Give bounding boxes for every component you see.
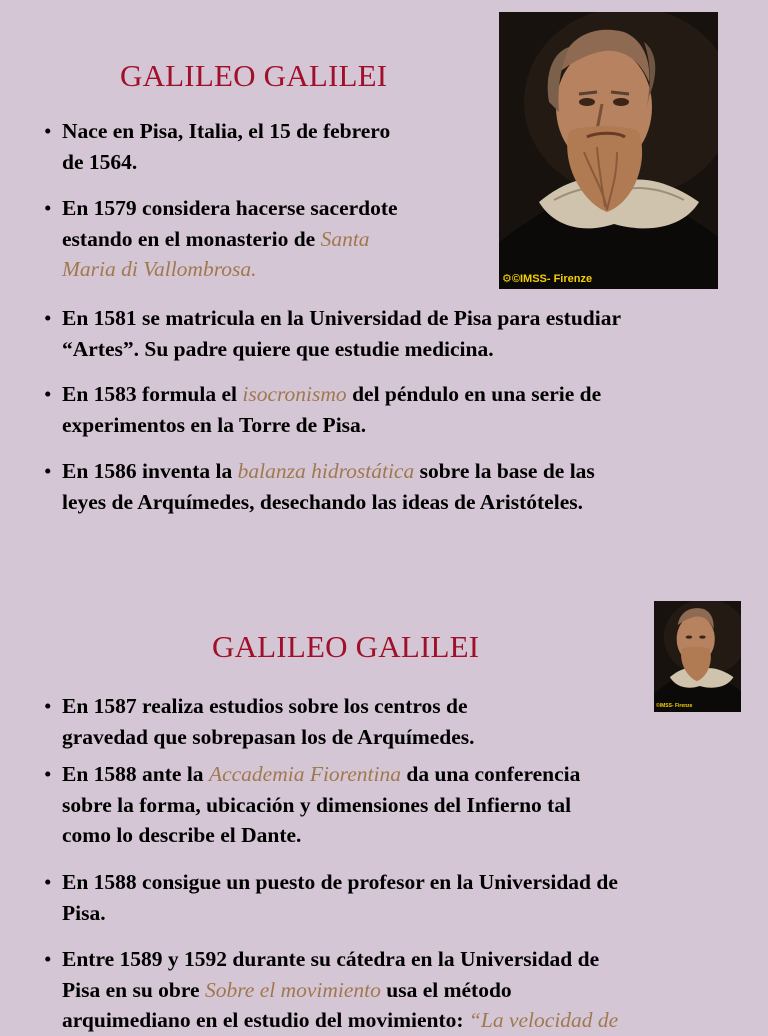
bullet-birth: • Nace en Pisa, Italia, el 15 de febrero de 1564. [44, 116, 390, 177]
galileo-portrait [499, 12, 718, 289]
slide-title: GALILEO GALILEI [212, 629, 480, 664]
bullet-1586: • En 1586 inventa la balanza hidrostática sobre la base de las leyes de Arquímedes, desechando las ideas de Aristóteles. [44, 456, 595, 517]
portrait-image [654, 601, 741, 712]
bullet-1581: • En 1581 se matricula en la Universidad de Pisa para estudiar “Artes”. Su padre quiere que estudie medicina. [44, 303, 621, 364]
bullet-1588-accademia: • En 1588 ante la Accademia Fiorentina da una conferencia sobre la forma, ubicación y dimensiones del Infierno tal como lo describe el Dante. [44, 759, 580, 851]
highlight-monastery: Santa [320, 226, 370, 251]
bullet-1579: • En 1579 considera hacerse sacerdote estando en el monasterio de Santa Maria di Vallombrosa. [44, 193, 398, 285]
highlight-movimiento: Sobre el movimiento [204, 977, 381, 1002]
slide-title: GALILEO GALILEI [120, 58, 388, 93]
highlight-velocidad: “La velocidad de [468, 1008, 619, 1032]
highlight-monastery-cont: Maria di Vallombrosa. [62, 257, 257, 281]
bullet-1588-profesor: • En 1588 consigue un puesto de profesor en la Universidad de Pisa. [44, 867, 618, 928]
highlight-isocronismo: isocronismo [242, 382, 347, 406]
portrait-credit: ⚙©IMSS- Firenze [502, 273, 593, 285]
bullet-1583: • En 1583 formula el isocronismo del péndulo en una serie de experimentos en la Torre de Pisa. [44, 379, 601, 440]
bullet-1587: • En 1587 realiza estudios sobre los centros de gravedad que sobrepasan los de Arquímedes. [44, 691, 475, 752]
bullet-1589: • Entre 1589 y 1592 durante su cátedra en la Universidad de Pisa en su obre Sobre el movimiento usa el método arquimediano en el estudio del movimiento: “La velocidad de [44, 944, 618, 1036]
highlight-accademia: Accademia Fiorentina [208, 762, 401, 786]
portrait-credit: ©IMSS- Firenze [656, 703, 693, 709]
slide-2 [0, 560, 768, 1032]
portrait-image [499, 12, 718, 289]
seal-icon: ⚙ [502, 273, 512, 285]
galileo-portrait-small [654, 601, 741, 712]
highlight-balanza: balanza hidrostática [237, 459, 415, 483]
